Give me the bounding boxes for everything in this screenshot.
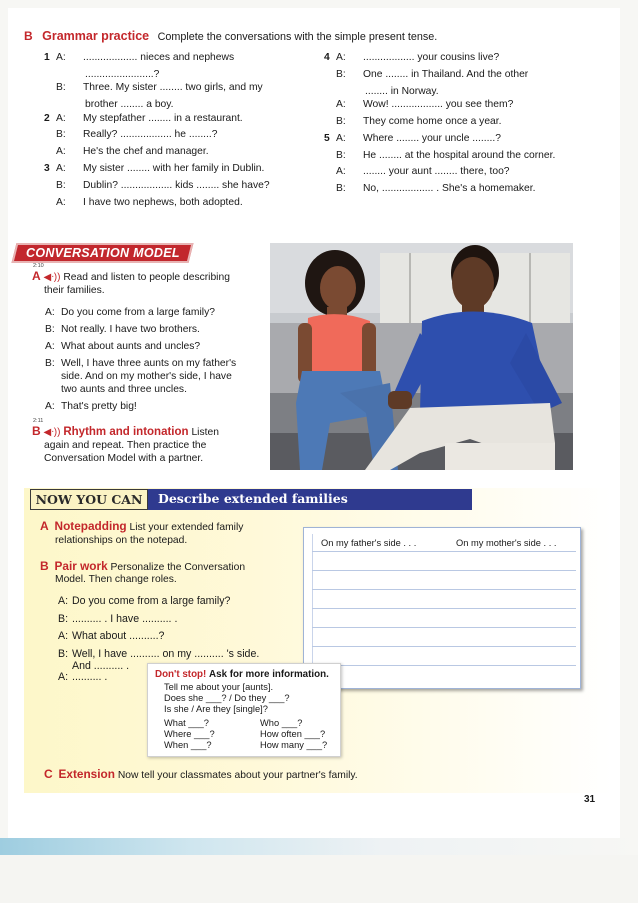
exercise-line: My sister ........ with her family in Dublin. [83, 163, 265, 174]
speaker-label: A: [58, 630, 69, 642]
dialogue-line: two aunts and three uncles. [61, 384, 187, 395]
speaker-label: B: [56, 129, 66, 141]
track-label-a: 2:10 [33, 263, 44, 269]
nyc-a-title: Notepadding [54, 519, 127, 533]
dont-stop-line: Does she ___? / Do they ___? [164, 693, 290, 703]
notepad-line [312, 551, 576, 552]
dont-stop-line: Is she / Are they [single]? [164, 704, 268, 714]
exercise-line: Wow! .................. you see them? [363, 99, 514, 111]
pair-work-line: What about ..........? [72, 630, 165, 642]
notepad-line [312, 608, 576, 609]
notepad-line [312, 589, 576, 590]
cm-b-text-1: Listen [191, 427, 219, 438]
dont-stop-question: Who ___? [260, 718, 303, 728]
exercise-number: 2 [44, 112, 50, 124]
exercise-line: He's the chef and manager. [83, 146, 209, 158]
exercise-line: My stepfather ........ in a restaurant. [83, 112, 243, 124]
speaker-label: A: [56, 196, 66, 208]
dont-stop-question: How often ___? [260, 729, 326, 739]
speaker-label: A: [58, 670, 69, 683]
cm-a-text-1: Read and listen to people describing [63, 272, 230, 283]
dialogue-line: What about aunts and uncles? [61, 341, 201, 352]
pair-work-line: Do you come from a large family? [72, 595, 231, 607]
dont-stop-question: When ___? [164, 740, 212, 750]
speaker-label: A: [45, 341, 55, 352]
nyc-b-heading [40, 560, 245, 574]
dialogue-line: side. And on my mother's side, I have [61, 371, 232, 382]
exercise-line: Where ........ your uncle ........? [363, 132, 501, 144]
dialogue-line: Do you come from a large family? [61, 307, 215, 318]
speaker-label: A: [56, 112, 66, 124]
cm-a-instruction [32, 270, 230, 284]
track-label-b: 2:11 [33, 418, 44, 424]
exercise-line: Three. My sister ........ two girls, and my [83, 82, 263, 94]
notepad-margin-line [312, 534, 313, 684]
dont-stop-question: What ___? [164, 718, 209, 728]
audio-speaker-icon[interactable]: ◀ᐧ)) [43, 427, 61, 438]
exercise-line: Dublin? .................. kids ........ she have? [83, 179, 270, 191]
speaker-label: B: [58, 612, 69, 625]
nyc-b-title: Pair work [54, 559, 108, 573]
nyc-c-text: Now tell your classmates about your partner's family. [117, 770, 358, 781]
notepad-line [312, 665, 576, 666]
conversation-model-banner-text: CONVERSATION MODEL [26, 246, 180, 260]
speaker-label: B: [45, 358, 55, 369]
dont-stop-line: Tell me about your [aunts]. [164, 682, 274, 692]
exercise-number: 4 [324, 52, 330, 63]
exercise-line: ........................? [85, 68, 160, 80]
speaker-label: B: [336, 149, 346, 161]
speaker-label: A: [45, 401, 55, 412]
now-you-can-title: Describe extended families [158, 491, 348, 506]
cm-b-text-2: again and repeat. Then practice the [44, 440, 207, 451]
speaker-label: A: [336, 132, 346, 144]
notepad-col-fathers-side: On my father's side . . . [321, 538, 417, 548]
dialogue-line: Not really. I have two brothers. [61, 324, 200, 335]
speaker-label: B: [336, 68, 346, 80]
notepad-line [312, 646, 576, 647]
pair-work-line: .......... . I have .......... . [72, 612, 178, 625]
grammar-heading [24, 27, 437, 45]
speaker-label: A: [336, 99, 346, 111]
speaker-label: A: [56, 163, 66, 174]
speaker-label: B: [56, 82, 66, 94]
audio-speaker-icon[interactable]: ◀ᐧ)) [43, 272, 61, 283]
notepad-line [312, 627, 576, 628]
exercise-number: 5 [324, 132, 330, 144]
pair-work-line: Well, I have .......... on my .......... 's side. [72, 647, 260, 660]
speaker-label: A: [336, 52, 346, 63]
cm-b-letter: B [32, 424, 41, 438]
cm-b-instruction [32, 425, 219, 439]
nyc-c-letter: C [44, 767, 53, 781]
exercise-line: .................. your cousins live? [363, 52, 500, 63]
dont-stop-heading [155, 668, 329, 681]
cm-a-text-2: their families. [44, 285, 105, 296]
nyc-c-heading [44, 768, 358, 782]
speaker-label: B: [336, 115, 346, 127]
pair-work-line: And .......... . [72, 659, 130, 672]
exercise-line: brother ........ a boy. [85, 99, 174, 111]
cm-b-text-3: Conversation Model with a partner. [44, 453, 204, 464]
exercise-number: 1 [44, 52, 50, 63]
exercise-line: He ........ at the hospital around the corner. [363, 149, 556, 161]
speaker-label: B: [45, 324, 55, 335]
exercise-line: ................... nieces and nephews [83, 52, 235, 63]
speaker-label: A: [56, 52, 66, 63]
grammar-title: Grammar practice [42, 29, 150, 43]
pair-work-line: .......... . [72, 670, 108, 683]
nyc-b-text-2: Model. Then change roles. [55, 574, 177, 585]
notepad[interactable] [303, 527, 581, 689]
speaker-label: A: [45, 307, 55, 318]
speaker-label: B: [58, 647, 69, 660]
dont-stop-sub: Ask for more information. [209, 669, 329, 680]
page-number: 31 [584, 794, 596, 805]
speaker-label: B: [336, 183, 346, 195]
exercise-line: No, .................. . She's a homemaker. [363, 183, 536, 195]
grammar-instruction: Complete the conversations with the simple present tense. [157, 31, 438, 43]
nyc-a-text-1: List your extended family [129, 522, 244, 533]
nyc-a-letter: A [40, 519, 49, 533]
exercise-line: ........ your aunt ........ there, too? [363, 166, 510, 178]
speaker-label: A: [56, 146, 66, 158]
dont-stop-box [147, 663, 341, 757]
exercise-line: ........ in Norway. [365, 85, 439, 97]
dont-stop-title: Don't stop! [155, 669, 207, 680]
grammar-letter: B [24, 29, 33, 43]
exercise-line: One ........ in Thailand. And the other [363, 68, 529, 80]
exercise-line: Really? .................. he ........? [83, 129, 218, 141]
page-bottom-margin [0, 855, 638, 903]
nyc-b-text-1: Personalize the Conversation [110, 562, 246, 573]
exercise-line: I have two nephews, both adopted. [83, 196, 243, 208]
notepad-line [312, 570, 576, 571]
dont-stop-question: Where ___? [164, 729, 215, 739]
family-conversation-photo [270, 243, 573, 470]
speaker-label: A: [336, 166, 346, 178]
speaker-label: A: [58, 595, 69, 607]
dialogue-line: That's pretty big! [61, 401, 137, 412]
speaker-label: B: [56, 179, 66, 191]
now-you-can-label: NOW YOU CAN [30, 489, 148, 510]
nyc-a-text-2: relationships on the notepad. [55, 535, 188, 546]
nyc-a-heading [40, 520, 243, 534]
nyc-c-title: Extension [58, 767, 115, 781]
exercise-number: 3 [44, 163, 50, 174]
photo-illustration [270, 243, 573, 470]
cm-b-title: Rhythm and intonation [63, 426, 189, 438]
nyc-b-letter: B [40, 559, 49, 573]
notepad-col-mothers-side: On my mother's side . . . [456, 538, 557, 548]
dialogue-line: Well, I have three aunts on my father's [61, 358, 237, 369]
exercise-line: They come home once a year. [363, 115, 502, 127]
cm-a-letter: A [32, 269, 41, 283]
dont-stop-question: How many ___? [260, 740, 328, 750]
